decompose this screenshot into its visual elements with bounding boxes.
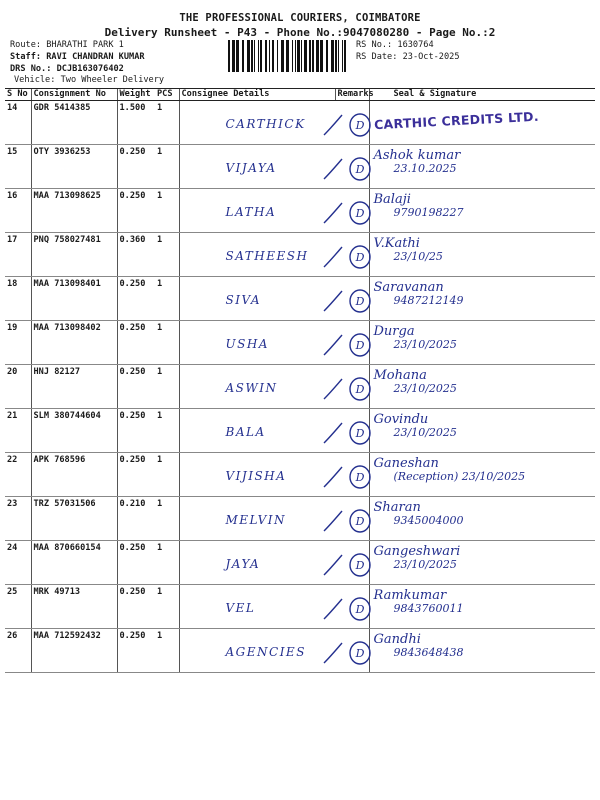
- signature: [374, 457, 526, 483]
- barcode-bar: [265, 40, 267, 72]
- consignee-handwritten: MELVIN: [225, 513, 286, 527]
- table-row: [5, 321, 595, 365]
- consignment-cell: PNQ 758027481: [31, 233, 117, 277]
- mark-letter: D: [355, 427, 364, 440]
- consignee-handwritten: VEL: [225, 601, 256, 615]
- mark-letter: D: [355, 559, 364, 572]
- barcode-bar: [320, 40, 323, 72]
- weight-cell: 1.500: [117, 101, 155, 145]
- signature: [374, 633, 464, 659]
- barcode-bar: [286, 40, 289, 72]
- barcode-bar: [281, 40, 284, 72]
- barcode-bar: [236, 40, 239, 72]
- rs-date-label: RS Date:: [356, 52, 398, 62]
- header-pcs: PCS: [155, 89, 179, 101]
- mark-letter: D: [355, 515, 364, 528]
- barcode-bar: [312, 40, 314, 72]
- mark-letter: D: [355, 295, 364, 308]
- mark-letter: D: [355, 383, 364, 396]
- consignment-cell: MAA 713098402: [31, 321, 117, 365]
- seal-signature-cell: [369, 409, 595, 453]
- sno-cell: 17: [5, 233, 31, 277]
- consignee-cell: [179, 585, 369, 629]
- signature-name: Balaji: [373, 192, 411, 207]
- barcode-bar: [260, 40, 262, 72]
- signature: [374, 589, 464, 615]
- sno-cell: 20: [5, 365, 31, 409]
- table-row: [5, 365, 595, 409]
- signature-name: Govindu: [373, 412, 429, 427]
- signature: [374, 325, 457, 351]
- header-weight: Weight: [117, 89, 155, 101]
- consignment-cell: MAA 712592432: [31, 629, 117, 673]
- runsheet-table: [5, 88, 595, 673]
- seal-signature-cell: [369, 233, 595, 277]
- seal-signature-cell: [369, 321, 595, 365]
- barcode-bar: [228, 40, 230, 72]
- mark-letter: D: [355, 471, 364, 484]
- mark-letter: D: [355, 251, 364, 264]
- consignee-cell: [179, 145, 369, 189]
- signature-note: 9843648438: [393, 646, 464, 659]
- signature-name: Durga: [373, 324, 415, 339]
- weight-cell: 0.250: [117, 365, 155, 409]
- signature: [374, 369, 457, 395]
- sno-cell: 19: [5, 321, 31, 365]
- pcs-cell: 1: [155, 585, 179, 629]
- barcode-bar: [232, 40, 235, 72]
- seal-signature-cell: [369, 629, 595, 673]
- pcs-cell: 1: [155, 277, 179, 321]
- signature: [374, 501, 464, 527]
- rs-date-value: 23-Oct-2025: [402, 52, 460, 62]
- consignment-cell: GDR 5414385: [31, 101, 117, 145]
- header-consignee: Consignee Details: [179, 89, 335, 101]
- signature-name: Mohana: [373, 368, 427, 383]
- consignment-cell: MAA 713098401: [31, 277, 117, 321]
- consignee-handwritten: SATHEESH: [225, 249, 309, 263]
- sno-cell: 25: [5, 585, 31, 629]
- rs-no-value: 1630764: [397, 40, 434, 50]
- runsheet-subtitle: Delivery Runsheet - P43 - Phone No.:9047080280 - Page No.:2: [104, 26, 496, 39]
- signature-name: V.Kathi: [373, 236, 420, 251]
- barcode-bar: [316, 40, 319, 72]
- table-row: [5, 585, 595, 629]
- pcs-cell: 1: [155, 189, 179, 233]
- header-consignment: Consignment No: [31, 89, 117, 101]
- signature-name: Ramkumar: [373, 588, 447, 603]
- barcode-image: [228, 40, 348, 72]
- consignee-handwritten: JAYA: [225, 557, 261, 571]
- pcs-cell: 1: [155, 145, 179, 189]
- signature-note: 23/10/2025: [393, 558, 457, 571]
- seal-signature-cell: [369, 277, 595, 321]
- company-stamp: CARTHIC CREDITS LTD.: [373, 108, 539, 133]
- barcode-bar: [331, 40, 334, 72]
- signature: [374, 149, 461, 175]
- signature-note: 23/10/2025: [393, 338, 457, 351]
- mark-letter: D: [355, 647, 364, 660]
- weight-cell: 0.360: [117, 233, 155, 277]
- signature-note: 23.10.2025: [393, 162, 457, 175]
- staff-label: Staff:: [10, 52, 42, 62]
- barcode-bar: [309, 40, 311, 72]
- weight-cell: 0.250: [117, 629, 155, 673]
- table-row: [5, 233, 595, 277]
- sno-cell: 14: [5, 101, 31, 145]
- barcode-bar: [254, 40, 255, 72]
- consignment-cell: APK 768596: [31, 453, 117, 497]
- weight-cell: 0.250: [117, 189, 155, 233]
- consignee-cell: [179, 233, 369, 277]
- barcode-bar: [297, 40, 300, 72]
- barcode-bar: [342, 40, 343, 72]
- signature-note: (Reception) 23/10/2025: [393, 470, 526, 483]
- signature-note: 9790198227: [393, 206, 464, 219]
- staff-line: [10, 52, 145, 64]
- route-value: BHARATHI PARK 1: [46, 40, 124, 50]
- barcode-bar: [277, 40, 278, 72]
- seal-signature-cell: [369, 585, 595, 629]
- consignment-cell: TRZ 57031506: [31, 497, 117, 541]
- sno-cell: 22: [5, 453, 31, 497]
- consignee-handwritten: USHA: [225, 337, 269, 351]
- signature: [374, 545, 461, 571]
- table-row: [5, 189, 595, 233]
- sno-cell: 18: [5, 277, 31, 321]
- weight-cell: 0.250: [117, 585, 155, 629]
- consignment-cell: MAA 713098625: [31, 189, 117, 233]
- consignee-handwritten: ASWIN: [225, 381, 278, 395]
- barcode-bar: [326, 40, 328, 72]
- signature: [374, 413, 457, 439]
- consignee-cell: [179, 453, 369, 497]
- barcode-bar: [304, 40, 307, 72]
- consignee-cell: [179, 189, 369, 233]
- sno-cell: 24: [5, 541, 31, 585]
- barcode-bar: [272, 40, 274, 72]
- pcs-cell: 1: [155, 233, 179, 277]
- consignee-handwritten: VIJAYA: [225, 161, 277, 175]
- consignee-cell: [179, 497, 369, 541]
- barcode-bar: [247, 40, 250, 72]
- sno-cell: 26: [5, 629, 31, 673]
- header-sno: S No: [5, 89, 31, 101]
- signature-name: Saravanan: [373, 280, 444, 295]
- consignee-handwritten: AGENCIES: [225, 645, 306, 659]
- table-row: [5, 453, 595, 497]
- signature-name: Gangeshwari: [373, 544, 461, 559]
- seal-signature-cell: [369, 541, 595, 585]
- signature-note: 23/10/2025: [393, 426, 457, 439]
- weight-cell: 0.250: [117, 409, 155, 453]
- header-seal-signature: Seal & Signature: [369, 89, 595, 101]
- rs-no-label: RS No.:: [356, 40, 393, 50]
- signature-note: 9345004000: [393, 514, 464, 527]
- consignee-cell: [179, 541, 369, 585]
- consignee-handwritten: CARTHICK: [225, 117, 306, 131]
- sno-cell: 16: [5, 189, 31, 233]
- route-line: [10, 40, 124, 52]
- mark-letter: D: [355, 119, 364, 132]
- pcs-cell: 1: [155, 497, 179, 541]
- pcs-cell: 1: [155, 453, 179, 497]
- consignment-cell: MRK 49713: [31, 585, 117, 629]
- consignee-cell: [179, 629, 369, 673]
- consignee-cell: [179, 409, 369, 453]
- consignee-handwritten: LATHA: [225, 205, 277, 219]
- signature-name: Gandhi: [373, 632, 421, 647]
- consignee-handwritten: SIVA: [225, 293, 261, 307]
- seal-signature-cell: [369, 497, 595, 541]
- drs-line: [10, 64, 124, 76]
- consignee-handwritten: BALA: [225, 425, 266, 439]
- rs-no-line: [356, 40, 434, 50]
- pcs-cell: 1: [155, 541, 179, 585]
- vehicle-line: [14, 75, 164, 87]
- seal-signature-cell: [369, 145, 595, 189]
- weight-cell: 0.210: [117, 497, 155, 541]
- weight-cell: 0.250: [117, 277, 155, 321]
- seal-signature-cell: [369, 453, 595, 497]
- table-row: [5, 277, 595, 321]
- consignee-cell: [179, 321, 369, 365]
- consignment-cell: SLM 380744604: [31, 409, 117, 453]
- signature: [374, 237, 443, 263]
- barcode-bar: [251, 40, 253, 72]
- staff-value: RAVI CHANDRAN KUMAR: [46, 52, 145, 62]
- consignee-cell: [179, 277, 369, 321]
- barcode-bar: [292, 40, 293, 72]
- table-row: [5, 145, 595, 189]
- barcode-bar: [344, 40, 346, 72]
- table-row: [5, 497, 595, 541]
- signature-note: 9487212149: [393, 294, 464, 307]
- signature-name: Ashok kumar: [373, 148, 461, 163]
- consignee-cell: [179, 365, 369, 409]
- mark-letter: D: [355, 339, 364, 352]
- route-label: Route:: [10, 40, 42, 50]
- signature-note: 9843760011: [393, 602, 464, 615]
- pcs-cell: 1: [155, 101, 179, 145]
- drs-label: DRS No.:: [10, 64, 52, 74]
- header-remarks: Remarks: [335, 89, 369, 101]
- pcs-cell: 1: [155, 409, 179, 453]
- table-row: [5, 101, 595, 145]
- weight-cell: 0.250: [117, 453, 155, 497]
- weight-cell: 0.250: [117, 541, 155, 585]
- seal-signature-cell: [369, 189, 595, 233]
- barcode-bar: [301, 40, 302, 72]
- table-row: [5, 541, 595, 585]
- barcode-bar: [338, 40, 339, 72]
- mark-letter: D: [355, 207, 364, 220]
- table-row: [5, 409, 595, 453]
- pcs-cell: 1: [155, 629, 179, 673]
- consignment-cell: OTY 3936253: [31, 145, 117, 189]
- rs-date-line: [356, 52, 460, 62]
- weight-cell: 0.250: [117, 145, 155, 189]
- barcode-bar: [242, 40, 244, 72]
- signature-name: Sharan: [373, 500, 421, 515]
- signature-note: 23/10/25: [393, 250, 443, 263]
- vehicle-value: Two Wheeler Delivery: [60, 75, 165, 85]
- company-title: THE PROFESSIONAL COURIERS, COIMBATORE: [179, 12, 421, 24]
- barcode-bar: [295, 40, 296, 72]
- barcode-bar: [335, 40, 337, 72]
- signature-note: 23/10/2025: [393, 382, 457, 395]
- signature: [374, 193, 464, 219]
- consignee-cell: [179, 101, 369, 145]
- seal-signature-cell: [369, 101, 595, 145]
- mark-letter: D: [355, 163, 364, 176]
- sno-cell: 21: [5, 409, 31, 453]
- signature-name: Ganeshan: [373, 456, 439, 471]
- seal-signature-cell: [369, 365, 595, 409]
- consignee-handwritten: VIJISHA: [225, 469, 287, 483]
- consignment-cell: HNJ 82127: [31, 365, 117, 409]
- table-header-row: [5, 89, 595, 101]
- sno-cell: 23: [5, 497, 31, 541]
- pcs-cell: 1: [155, 365, 179, 409]
- drs-value: DCJB163076402: [56, 64, 124, 74]
- sno-cell: 15: [5, 145, 31, 189]
- vehicle-label: Vehicle:: [14, 75, 56, 85]
- pcs-cell: 1: [155, 321, 179, 365]
- weight-cell: 0.250: [117, 321, 155, 365]
- barcode-bar: [258, 40, 259, 72]
- table-row: [5, 629, 595, 673]
- consignment-cell: MAA 870660154: [31, 541, 117, 585]
- signature: [374, 281, 464, 307]
- mark-letter: D: [355, 603, 364, 616]
- barcode-bar: [269, 40, 270, 72]
